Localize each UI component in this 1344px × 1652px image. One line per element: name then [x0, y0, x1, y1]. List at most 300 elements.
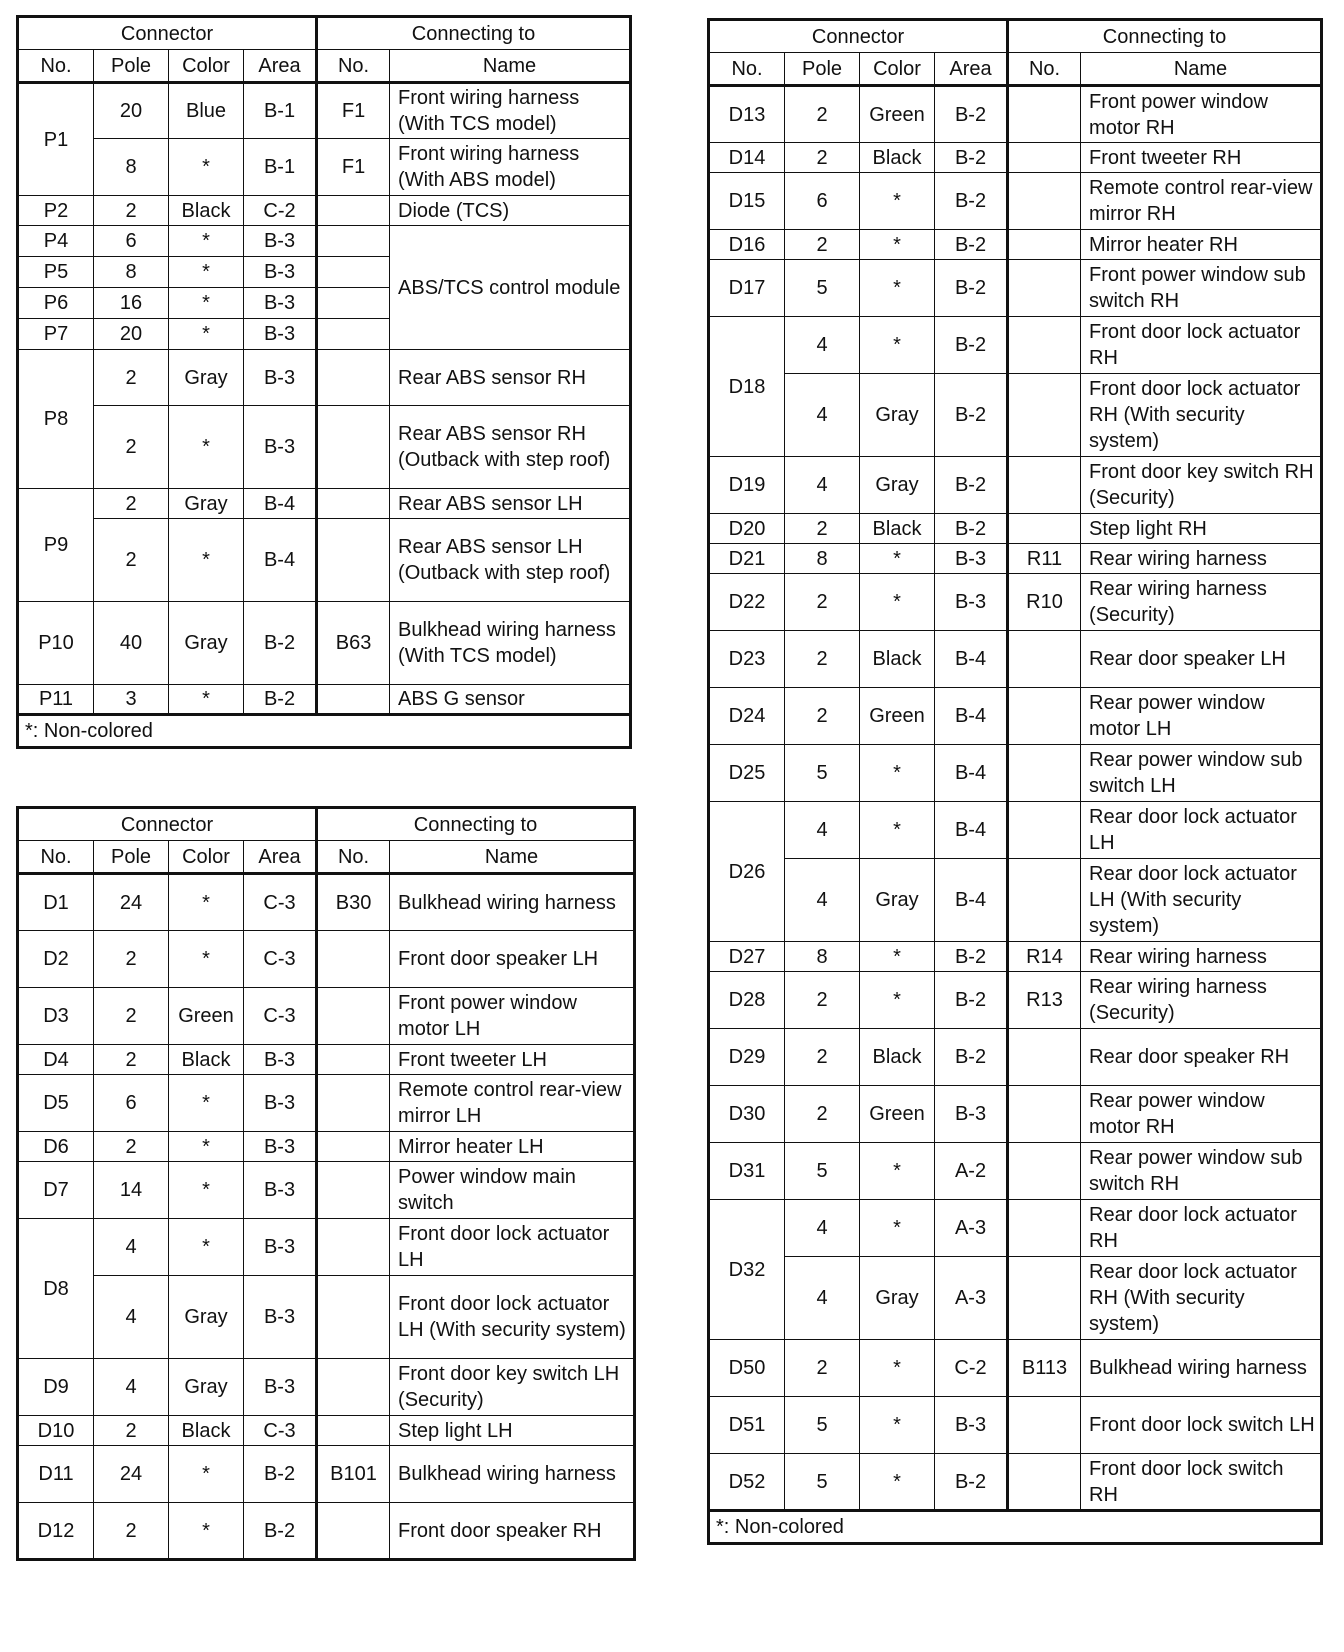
cell-area: B-2	[935, 173, 1008, 230]
cell-no: D8	[18, 1219, 94, 1359]
cell-name: Front door lock switch LH	[1081, 1397, 1322, 1454]
cell-no: P5	[18, 257, 94, 288]
cell-name: Rear wiring harness (Security)	[1081, 574, 1322, 631]
header-name: Name	[1081, 53, 1322, 86]
cell-pole: 2	[785, 514, 860, 544]
connector-table-d2	[707, 18, 1323, 1545]
cell-no: P6	[18, 288, 94, 319]
cell-area: B-3	[244, 319, 317, 350]
header-to-no: No.	[317, 841, 390, 874]
cell-to-no	[1008, 457, 1081, 514]
cell-pole: 2	[94, 931, 169, 988]
cell-pole: 2	[94, 988, 169, 1045]
cell-no: D12	[18, 1503, 94, 1560]
cell-name: Rear power window motor LH	[1081, 688, 1322, 745]
cell-to-no	[317, 257, 390, 288]
cell-no: D5	[18, 1075, 94, 1132]
cell-area: B-2	[935, 942, 1008, 972]
cell-no: P9	[18, 489, 94, 602]
header-no: No.	[709, 53, 785, 86]
cell-to-no	[1008, 631, 1081, 688]
cell-area: B-4	[935, 631, 1008, 688]
cell-color: Black	[860, 1029, 935, 1086]
table-row	[18, 406, 631, 489]
cell-pole: 2	[94, 1503, 169, 1560]
cell-pole: 6	[785, 173, 860, 230]
cell-to-no	[317, 931, 390, 988]
cell-pole: 6	[94, 226, 169, 257]
cell-color: *	[169, 1446, 244, 1503]
cell-no: D28	[709, 972, 785, 1029]
cell-to-no	[1008, 688, 1081, 745]
cell-no: D6	[18, 1132, 94, 1162]
cell-color: *	[169, 1503, 244, 1560]
table-row	[18, 988, 635, 1045]
table-row	[18, 1503, 635, 1560]
cell-name: Front door key switch LH (Security)	[390, 1359, 635, 1416]
cell-area: B-2	[244, 1503, 317, 1560]
cell-pole: 6	[94, 1075, 169, 1132]
cell-pole: 20	[94, 319, 169, 350]
table-row	[18, 139, 631, 196]
cell-color: *	[860, 802, 935, 859]
header-connector: Connector	[18, 808, 317, 841]
cell-no: D27	[709, 942, 785, 972]
cell-pole: 4	[94, 1359, 169, 1416]
cell-color: *	[860, 942, 935, 972]
cell-to-no	[1008, 1086, 1081, 1143]
cell-area: B-4	[935, 688, 1008, 745]
cell-color: *	[169, 1132, 244, 1162]
table-row	[18, 519, 631, 602]
cell-name: Rear power window motor RH	[1081, 1086, 1322, 1143]
cell-to-no	[317, 226, 390, 257]
cell-to-no: B63	[317, 602, 390, 685]
cell-area: A-3	[935, 1257, 1008, 1340]
cell-name: Mirror heater LH	[390, 1132, 635, 1162]
cell-pole: 2	[94, 519, 169, 602]
cell-to-no	[317, 1045, 390, 1075]
table-row	[709, 317, 1322, 374]
cell-pole: 2	[785, 972, 860, 1029]
cell-pole: 4	[785, 1257, 860, 1340]
cell-pole: 5	[785, 260, 860, 317]
table-row	[709, 514, 1322, 544]
cell-area: B-3	[244, 1045, 317, 1075]
cell-name: Rear wiring harness	[1081, 544, 1322, 574]
header-connector: Connector	[18, 17, 317, 50]
cell-area: B-3	[244, 1075, 317, 1132]
cell-to-no: R13	[1008, 972, 1081, 1029]
cell-name: Front tweeter RH	[1081, 143, 1322, 173]
cell-to-no	[1008, 1029, 1081, 1086]
cell-no: P2	[18, 196, 94, 226]
cell-color: *	[169, 226, 244, 257]
cell-no: D2	[18, 931, 94, 988]
cell-color: Blue	[169, 83, 244, 139]
cell-color: *	[860, 230, 935, 260]
header-name: Name	[390, 841, 635, 874]
cell-to-no	[1008, 1200, 1081, 1257]
cell-to-no: B113	[1008, 1340, 1081, 1397]
cell-no: D32	[709, 1200, 785, 1340]
table-row	[709, 859, 1322, 942]
cell-color: *	[860, 1397, 935, 1454]
cell-name: Rear ABS sensor LH	[390, 489, 631, 519]
cell-no: D51	[709, 1397, 785, 1454]
cell-area: B-3	[244, 1276, 317, 1359]
cell-area: B-3	[244, 1162, 317, 1219]
cell-area: A-3	[935, 1200, 1008, 1257]
cell-color: *	[169, 931, 244, 988]
cell-no: D22	[709, 574, 785, 631]
cell-pole: 4	[785, 457, 860, 514]
cell-name: Rear ABS sensor RH (Outback with step roof)	[390, 406, 631, 489]
cell-pole: 2	[94, 196, 169, 226]
cell-pole: 2	[785, 143, 860, 173]
cell-area: B-3	[244, 1219, 317, 1276]
cell-color: *	[860, 1454, 935, 1511]
cell-pole: 40	[94, 602, 169, 685]
cell-no: P4	[18, 226, 94, 257]
header-no: No.	[18, 50, 94, 83]
cell-no: P7	[18, 319, 94, 350]
cell-no: D15	[709, 173, 785, 230]
cell-color: *	[860, 1200, 935, 1257]
cell-to-no	[317, 519, 390, 602]
cell-area: B-4	[935, 802, 1008, 859]
cell-name: Front door lock switch RH	[1081, 1454, 1322, 1511]
cell-pole: 4	[785, 317, 860, 374]
cell-to-no: B30	[317, 874, 390, 931]
cell-no: D16	[709, 230, 785, 260]
cell-pole: 5	[785, 1454, 860, 1511]
cell-area: B-4	[935, 745, 1008, 802]
header-area: Area	[935, 53, 1008, 86]
cell-pole: 4	[785, 859, 860, 942]
cell-to-no	[1008, 173, 1081, 230]
table-row	[18, 1446, 635, 1503]
cell-pole: 2	[94, 1045, 169, 1075]
header-color: Color	[169, 841, 244, 874]
table-row	[709, 1086, 1322, 1143]
cell-to-no	[1008, 514, 1081, 544]
cell-area: C-3	[244, 874, 317, 931]
cell-name: Rear wiring harness (Security)	[1081, 972, 1322, 1029]
cell-pole: 2	[94, 1132, 169, 1162]
cell-color: *	[169, 1162, 244, 1219]
cell-pole: 24	[94, 1446, 169, 1503]
cell-to-no	[317, 988, 390, 1045]
cell-no: D31	[709, 1143, 785, 1200]
cell-to-no	[1008, 802, 1081, 859]
cell-pole: 2	[94, 406, 169, 489]
cell-color: *	[169, 1075, 244, 1132]
cell-color: Green	[860, 688, 935, 745]
cell-to-no	[317, 406, 390, 489]
cell-color: *	[860, 260, 935, 317]
cell-pole: 2	[785, 631, 860, 688]
cell-area: B-2	[935, 457, 1008, 514]
cell-area: B-1	[244, 139, 317, 196]
cell-name: Rear door lock actuator LH	[1081, 802, 1322, 859]
cell-to-no	[1008, 317, 1081, 374]
cell-name: Front wiring harness (With ABS model)	[390, 139, 631, 196]
cell-pole: 8	[94, 139, 169, 196]
cell-pole: 20	[94, 83, 169, 139]
cell-pole: 8	[785, 544, 860, 574]
cell-no: D29	[709, 1029, 785, 1086]
cell-to-no	[1008, 260, 1081, 317]
cell-to-no	[317, 1132, 390, 1162]
cell-no: D30	[709, 1086, 785, 1143]
cell-to-no	[1008, 1143, 1081, 1200]
cell-area: B-3	[935, 574, 1008, 631]
cell-name: Front door lock actuator LH (With security system)	[390, 1276, 635, 1359]
cell-to-no	[1008, 230, 1081, 260]
cell-no: D4	[18, 1045, 94, 1075]
cell-name: Power window main switch	[390, 1162, 635, 1219]
cell-area: A-2	[935, 1143, 1008, 1200]
cell-to-no	[317, 350, 390, 406]
cell-area: B-4	[244, 489, 317, 519]
cell-name: Rear door lock actuator RH (With security system)	[1081, 1257, 1322, 1340]
cell-to-no	[317, 1276, 390, 1359]
header-pole: Pole	[785, 53, 860, 86]
cell-to-no	[317, 1416, 390, 1446]
cell-no: D21	[709, 544, 785, 574]
cell-pole: 8	[94, 257, 169, 288]
cell-color: *	[860, 544, 935, 574]
cell-name: Front door key switch RH (Security)	[1081, 457, 1322, 514]
cell-no: D1	[18, 874, 94, 931]
cell-pole: 2	[785, 1340, 860, 1397]
header-color: Color	[169, 50, 244, 83]
table-row	[18, 1359, 635, 1416]
cell-area: B-2	[244, 1446, 317, 1503]
cell-pole: 8	[785, 942, 860, 972]
table-row	[709, 631, 1322, 688]
cell-name: ABS G sensor	[390, 685, 631, 715]
cell-name: ABS/TCS control module	[390, 226, 631, 350]
table-row	[18, 1162, 635, 1219]
table-row	[18, 1045, 635, 1075]
cell-color: *	[169, 139, 244, 196]
table-row	[709, 544, 1322, 574]
cell-color: Black	[860, 514, 935, 544]
table-row	[709, 1143, 1322, 1200]
cell-name: Rear door speaker RH	[1081, 1029, 1322, 1086]
table-body	[18, 874, 635, 1560]
cell-color: Gray	[169, 489, 244, 519]
cell-to-no: F1	[317, 83, 390, 139]
cell-color: *	[169, 1219, 244, 1276]
table-row	[709, 1257, 1322, 1340]
cell-color: *	[860, 1143, 935, 1200]
cell-color: Black	[169, 1416, 244, 1446]
cell-pole: 2	[94, 489, 169, 519]
cell-area: C-3	[244, 931, 317, 988]
cell-color: Green	[860, 86, 935, 143]
cell-area: B-4	[935, 859, 1008, 942]
table-row	[709, 374, 1322, 457]
cell-pole: 2	[785, 1086, 860, 1143]
cell-area: B-2	[935, 317, 1008, 374]
cell-area: B-3	[935, 1397, 1008, 1454]
cell-color: Gray	[169, 1359, 244, 1416]
cell-color: Black	[860, 143, 935, 173]
cell-area: B-3	[244, 257, 317, 288]
cell-area: B-3	[244, 1132, 317, 1162]
cell-color: *	[860, 574, 935, 631]
cell-area: C-2	[935, 1340, 1008, 1397]
table-row	[709, 802, 1322, 859]
table-row	[709, 942, 1322, 972]
connector-table-d1	[16, 806, 636, 1561]
cell-area: B-2	[244, 685, 317, 715]
table-row	[18, 931, 635, 988]
cell-color: Green	[169, 988, 244, 1045]
cell-pole: 4	[94, 1219, 169, 1276]
cell-pole: 3	[94, 685, 169, 715]
cell-pole: 4	[94, 1276, 169, 1359]
cell-to-no	[317, 685, 390, 715]
header-to-no: No.	[1008, 53, 1081, 86]
cell-to-no	[317, 1162, 390, 1219]
cell-area: B-3	[244, 1359, 317, 1416]
cell-to-no	[317, 1503, 390, 1560]
cell-name: Front door speaker RH	[390, 1503, 635, 1560]
cell-name: Front tweeter LH	[390, 1045, 635, 1075]
cell-color: Black	[169, 1045, 244, 1075]
cell-name: Front power window sub switch RH	[1081, 260, 1322, 317]
cell-color: *	[860, 317, 935, 374]
cell-color: *	[860, 972, 935, 1029]
cell-name: Diode (TCS)	[390, 196, 631, 226]
cell-name: Rear door lock actuator RH	[1081, 1200, 1322, 1257]
cell-pole: 2	[785, 1029, 860, 1086]
cell-color: *	[169, 257, 244, 288]
cell-no: D9	[18, 1359, 94, 1416]
cell-name: Step light RH	[1081, 514, 1322, 544]
cell-color: *	[860, 173, 935, 230]
cell-no: D18	[709, 317, 785, 457]
cell-color: Gray	[169, 350, 244, 406]
table-row	[709, 173, 1322, 230]
cell-area: B-3	[244, 226, 317, 257]
cell-area: B-3	[935, 1086, 1008, 1143]
cell-to-no	[1008, 86, 1081, 143]
table-body	[18, 83, 631, 715]
cell-to-no	[1008, 1397, 1081, 1454]
cell-pole: 14	[94, 1162, 169, 1219]
table-row	[709, 86, 1322, 143]
cell-name: Step light LH	[390, 1416, 635, 1446]
cell-to-no	[317, 196, 390, 226]
cell-no: D50	[709, 1340, 785, 1397]
cell-no: D7	[18, 1162, 94, 1219]
table-row	[709, 745, 1322, 802]
footnote: *: Non-colored	[709, 1511, 1322, 1544]
table-row	[18, 685, 631, 715]
cell-no: P8	[18, 350, 94, 489]
cell-name: Rear power window sub switch RH	[1081, 1143, 1322, 1200]
cell-no: D10	[18, 1416, 94, 1446]
cell-pole: 2	[94, 1416, 169, 1446]
cell-no: D11	[18, 1446, 94, 1503]
cell-area: B-2	[935, 374, 1008, 457]
cell-name: Rear ABS sensor RH	[390, 350, 631, 406]
header-area: Area	[244, 50, 317, 83]
cell-to-no: F1	[317, 139, 390, 196]
table-row	[709, 1200, 1322, 1257]
cell-area: B-2	[935, 1454, 1008, 1511]
table-row	[709, 1397, 1322, 1454]
table-row	[709, 1454, 1322, 1511]
cell-area: B-2	[244, 602, 317, 685]
table-row	[18, 226, 631, 257]
cell-to-no	[317, 288, 390, 319]
cell-no: D23	[709, 631, 785, 688]
header-pole: Pole	[94, 50, 169, 83]
table-row	[709, 1340, 1322, 1397]
cell-color: Gray	[860, 374, 935, 457]
table-row	[709, 260, 1322, 317]
cell-to-no	[317, 489, 390, 519]
cell-name: Mirror heater RH	[1081, 230, 1322, 260]
cell-pole: 5	[785, 1397, 860, 1454]
table-row	[709, 457, 1322, 514]
cell-color: *	[169, 288, 244, 319]
cell-color: *	[860, 745, 935, 802]
cell-pole: 4	[785, 1200, 860, 1257]
cell-area: C-3	[244, 1416, 317, 1446]
cell-no: D25	[709, 745, 785, 802]
cell-no: D3	[18, 988, 94, 1045]
cell-color: Green	[860, 1086, 935, 1143]
cell-color: Gray	[860, 1257, 935, 1340]
cell-area: B-2	[935, 1029, 1008, 1086]
cell-name: Bulkhead wiring harness (With TCS model)	[390, 602, 631, 685]
header-connector: Connector	[709, 20, 1008, 53]
table-row	[18, 350, 631, 406]
table-row	[18, 1416, 635, 1446]
cell-pole: 2	[785, 230, 860, 260]
cell-no: P10	[18, 602, 94, 685]
table-row	[18, 83, 631, 139]
cell-no: P11	[18, 685, 94, 715]
table-body	[709, 86, 1322, 1511]
cell-color: *	[169, 874, 244, 931]
cell-color: *	[169, 319, 244, 350]
table-row	[18, 196, 631, 226]
cell-color: Gray	[169, 602, 244, 685]
cell-to-no: R11	[1008, 544, 1081, 574]
header-connecting-to: Connecting to	[317, 17, 631, 50]
cell-name: Front door speaker LH	[390, 931, 635, 988]
cell-name: Rear ABS sensor LH (Outback with step roof)	[390, 519, 631, 602]
cell-to-no: R10	[1008, 574, 1081, 631]
cell-name: Bulkhead wiring harness	[390, 874, 635, 931]
cell-to-no: B101	[317, 1446, 390, 1503]
cell-name: Remote control rear-view mirror LH	[390, 1075, 635, 1132]
table-row	[18, 1219, 635, 1276]
cell-pole: 2	[785, 688, 860, 745]
cell-to-no	[317, 1219, 390, 1276]
cell-name: Rear wiring harness	[1081, 942, 1322, 972]
header-connecting-to: Connecting to	[317, 808, 635, 841]
cell-color: Gray	[169, 1276, 244, 1359]
